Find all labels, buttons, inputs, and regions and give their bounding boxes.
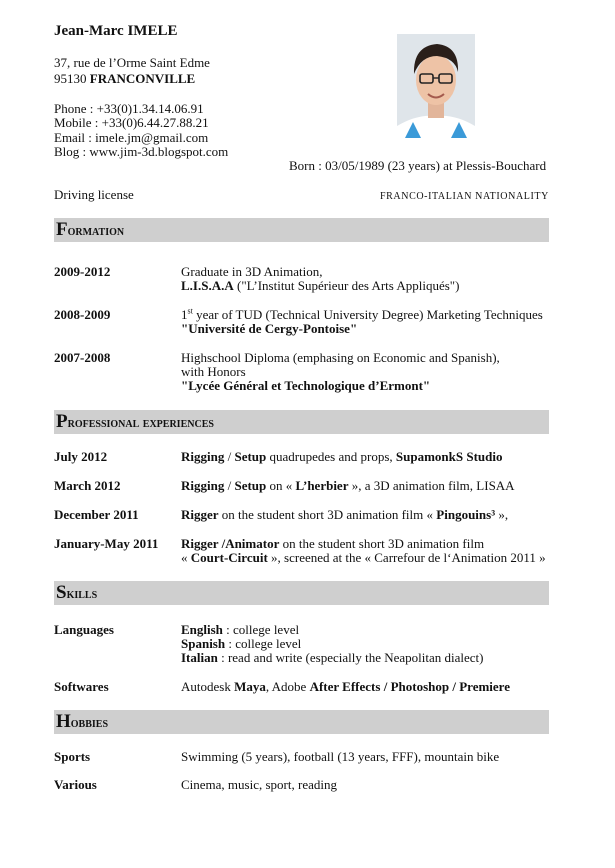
hobby-text: Swimming (5 years), football (13 years, FFF), mountain bike <box>181 749 500 764</box>
role: Rigging <box>181 478 225 493</box>
nationality: FRANCO-ITALIAN NATIONALITY <box>380 191 549 202</box>
separator: / <box>224 478 235 493</box>
city: FRANCONVILLE <box>89 71 196 86</box>
experience-entry <box>181 508 551 522</box>
experience-text-end: », <box>495 507 509 522</box>
software: Maya <box>234 679 266 694</box>
software-text: Autodesk <box>181 679 235 694</box>
address-street: 37, rue de l’Orme Saint Edme <box>54 55 210 70</box>
role-2: Setup <box>234 478 267 493</box>
experience-date: January-May 2011 <box>54 536 159 551</box>
email[interactable]: Email : imele.jm@gmail.com <box>54 130 209 145</box>
experience-text: quadrupedes and props, <box>266 449 396 464</box>
role-2: Animator <box>225 536 280 551</box>
experience-date: December 2011 <box>54 507 139 522</box>
experience-entry <box>181 450 551 464</box>
address-city <box>54 72 195 86</box>
formation-text: Highschool Diploma (emphasing on Economic and Spanish), <box>181 350 500 365</box>
studio: SupamonkS Studio <box>395 449 503 464</box>
separator: / <box>218 536 226 551</box>
language: Spanish <box>181 636 226 651</box>
school-name: "Université de Cergy-Pontoise" <box>181 321 358 336</box>
school-name: L.I.S.A.A <box>181 278 234 293</box>
language-level: : read and write (especially the Neapolitan dialect) <box>217 650 484 665</box>
portrait-illustration <box>397 34 475 138</box>
formation-text: Graduate in 3D Animation, <box>181 264 323 279</box>
mobile: Mobile : +33(0)6.44.27.88.21 <box>54 115 209 130</box>
experience-date: July 2012 <box>54 449 108 464</box>
separator: / <box>449 679 460 694</box>
separator: / <box>380 679 391 694</box>
hobby-label: Sports <box>54 749 91 764</box>
role-2: Setup <box>234 449 267 464</box>
software: Photoshop <box>390 679 450 694</box>
hobby-text: Cinema, music, sport, reading <box>181 777 337 792</box>
software: After Effects <box>309 679 381 694</box>
section-formation: Formation <box>54 218 549 242</box>
formation-entry <box>181 308 551 336</box>
blog[interactable]: Blog : www.jim-3d.blogspot.com <box>54 144 229 159</box>
film-title: L’herbier <box>295 478 349 493</box>
hobby-label: Various <box>54 777 97 792</box>
softwares-list <box>181 680 551 694</box>
section-hobbies: Hobbies <box>54 710 549 734</box>
language: English <box>181 622 223 637</box>
school-detail: ("L’Institut Supérieur des Arts Appliqués") <box>233 278 460 293</box>
formation-entry <box>181 265 551 293</box>
candidate-name: Jean-Marc IMELE <box>54 23 178 39</box>
film-title: Court-Circuit <box>190 550 268 565</box>
experience-text-end: », screened at the « Carrefour de l‘Animation 2011 » <box>267 550 546 565</box>
birth-info: Born : 03/05/1989 (23 years) at Plessis-Bouchard <box>289 158 547 173</box>
experience-entry <box>181 479 551 493</box>
formation-school <box>181 279 551 293</box>
phone: Phone : +33(0)1.34.14.06.91 <box>54 101 204 116</box>
formation-entry <box>181 351 551 393</box>
experience-text: on the student short 3D animation film « <box>218 507 437 522</box>
experience-entry <box>181 537 551 565</box>
ordinal-suffix: st <box>187 306 193 316</box>
language-level: : college level <box>222 622 300 637</box>
driving-license: Driving license <box>54 187 134 202</box>
experience-text: on the student short 3D animation film <box>279 536 485 551</box>
skills-label: Softwares <box>54 679 109 694</box>
section-experience: Professional experiences <box>54 410 549 434</box>
formation-text-2: with Honors <box>181 364 246 379</box>
role: Rigger <box>181 507 219 522</box>
formation-date: 2008-2009 <box>54 307 111 322</box>
school-name: "Lycée Général et Technologique d’Ermont" <box>181 378 431 393</box>
postcode: 95130 <box>54 71 87 86</box>
experience-text: on « <box>266 478 296 493</box>
experience-text-end: », a 3D animation film, LISAA <box>348 478 515 493</box>
quote-open: « <box>181 550 191 565</box>
language-level: : college level <box>225 636 302 651</box>
role: Rigging <box>181 449 225 464</box>
formation-date: 2009-2012 <box>54 264 111 279</box>
skills-label: Languages <box>54 622 114 637</box>
formation-text-rest: year of TUD (Technical University Degree) Marketing Techniques <box>192 307 543 322</box>
film-title: Pingouins³ <box>436 507 496 522</box>
formation-date: 2007-2008 <box>54 350 111 365</box>
profile-photo <box>397 34 475 138</box>
formation-text <box>181 308 551 322</box>
languages-list <box>181 623 551 665</box>
experience-date: March 2012 <box>54 478 121 493</box>
software-text: , Adobe <box>265 679 310 694</box>
software: Premiere <box>459 679 510 694</box>
language: Italian <box>181 650 218 665</box>
role: Rigger <box>181 536 219 551</box>
section-skills: Skills <box>54 581 549 605</box>
separator: / <box>224 449 235 464</box>
ordinal-number: 1 <box>181 307 188 322</box>
